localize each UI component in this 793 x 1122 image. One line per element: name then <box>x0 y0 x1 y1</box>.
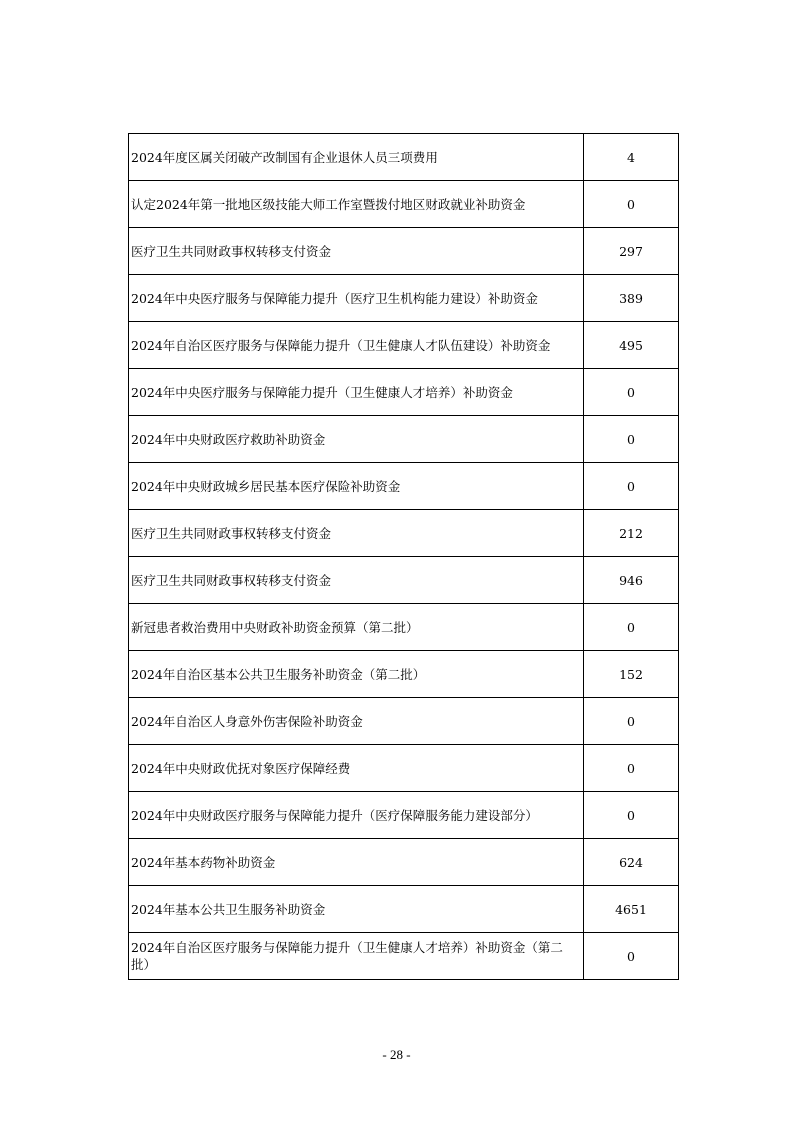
item-amount-cell: 0 <box>584 745 679 792</box>
table-row <box>129 134 679 181</box>
item-name-cell: 2024年中央医疗服务与保障能力提升（医疗卫生机构能力建设）补助资金 <box>129 275 584 322</box>
item-amount-cell: 212 <box>584 510 679 557</box>
table-row <box>129 322 679 369</box>
item-name-cell: 2024年中央财政医疗服务与保障能力提升（医疗保障服务能力建设部分） <box>129 792 584 839</box>
item-name-cell: 2024年自治区医疗服务与保障能力提升（卫生健康人才培养）补助资金（第二批） <box>129 933 584 980</box>
item-name-cell: 2024年中央财政医疗救助补助资金 <box>129 416 584 463</box>
item-amount-cell: 624 <box>584 839 679 886</box>
item-amount-cell: 0 <box>584 416 679 463</box>
table-row <box>129 181 679 228</box>
item-amount-cell: 4651 <box>584 886 679 933</box>
item-amount-cell: 495 <box>584 322 679 369</box>
table-row <box>129 416 679 463</box>
item-amount-cell: 0 <box>584 933 679 980</box>
item-amount-cell: 0 <box>584 604 679 651</box>
item-name-cell: 2024年中央医疗服务与保障能力提升（卫生健康人才培养）补助资金 <box>129 369 584 416</box>
table-row <box>129 745 679 792</box>
item-name-cell: 医疗卫生共同财政事权转移支付资金 <box>129 510 584 557</box>
item-name-cell: 新冠患者救治费用中央财政补助资金预算（第二批） <box>129 604 584 651</box>
table-row <box>129 886 679 933</box>
item-name-cell: 医疗卫生共同财政事权转移支付资金 <box>129 228 584 275</box>
table-row <box>129 604 679 651</box>
item-amount-cell: 0 <box>584 792 679 839</box>
item-name-cell: 2024年自治区医疗服务与保障能力提升（卫生健康人才队伍建设）补助资金 <box>129 322 584 369</box>
item-amount-cell: 152 <box>584 651 679 698</box>
item-amount-cell: 297 <box>584 228 679 275</box>
item-amount-cell: 4 <box>584 134 679 181</box>
table-row <box>129 510 679 557</box>
table-row <box>129 698 679 745</box>
table-row <box>129 463 679 510</box>
table-row <box>129 651 679 698</box>
item-name-cell: 认定2024年第一批地区级技能大师工作室暨拨付地区财政就业补助资金 <box>129 181 584 228</box>
page-number: - 28 - <box>382 1047 411 1062</box>
item-name-cell: 2024年自治区基本公共卫生服务补助资金（第二批） <box>129 651 584 698</box>
item-name-cell: 2024年度区属关闭破产改制国有企业退休人员三项费用 <box>129 134 584 181</box>
table-row <box>129 275 679 322</box>
table-row <box>129 557 679 604</box>
item-amount-cell: 0 <box>584 181 679 228</box>
item-amount-cell: 946 <box>584 557 679 604</box>
table-row <box>129 839 679 886</box>
item-name-cell: 2024年中央财政优抚对象医疗保障经费 <box>129 745 584 792</box>
table-row <box>129 792 679 839</box>
table-row <box>129 369 679 416</box>
item-name-cell: 2024年中央财政城乡居民基本医疗保险补助资金 <box>129 463 584 510</box>
item-name-cell: 2024年基本公共卫生服务补助资金 <box>129 886 584 933</box>
table-row <box>129 933 679 980</box>
budget-table <box>128 133 679 980</box>
item-name-cell: 2024年自治区人身意外伤害保险补助资金 <box>129 698 584 745</box>
item-amount-cell: 0 <box>584 369 679 416</box>
item-name-cell: 医疗卫生共同财政事权转移支付资金 <box>129 557 584 604</box>
item-amount-cell: 389 <box>584 275 679 322</box>
table-body <box>129 134 679 980</box>
table-row <box>129 228 679 275</box>
item-amount-cell: 0 <box>584 463 679 510</box>
item-amount-cell: 0 <box>584 698 679 745</box>
item-name-cell: 2024年基本药物补助资金 <box>129 839 584 886</box>
